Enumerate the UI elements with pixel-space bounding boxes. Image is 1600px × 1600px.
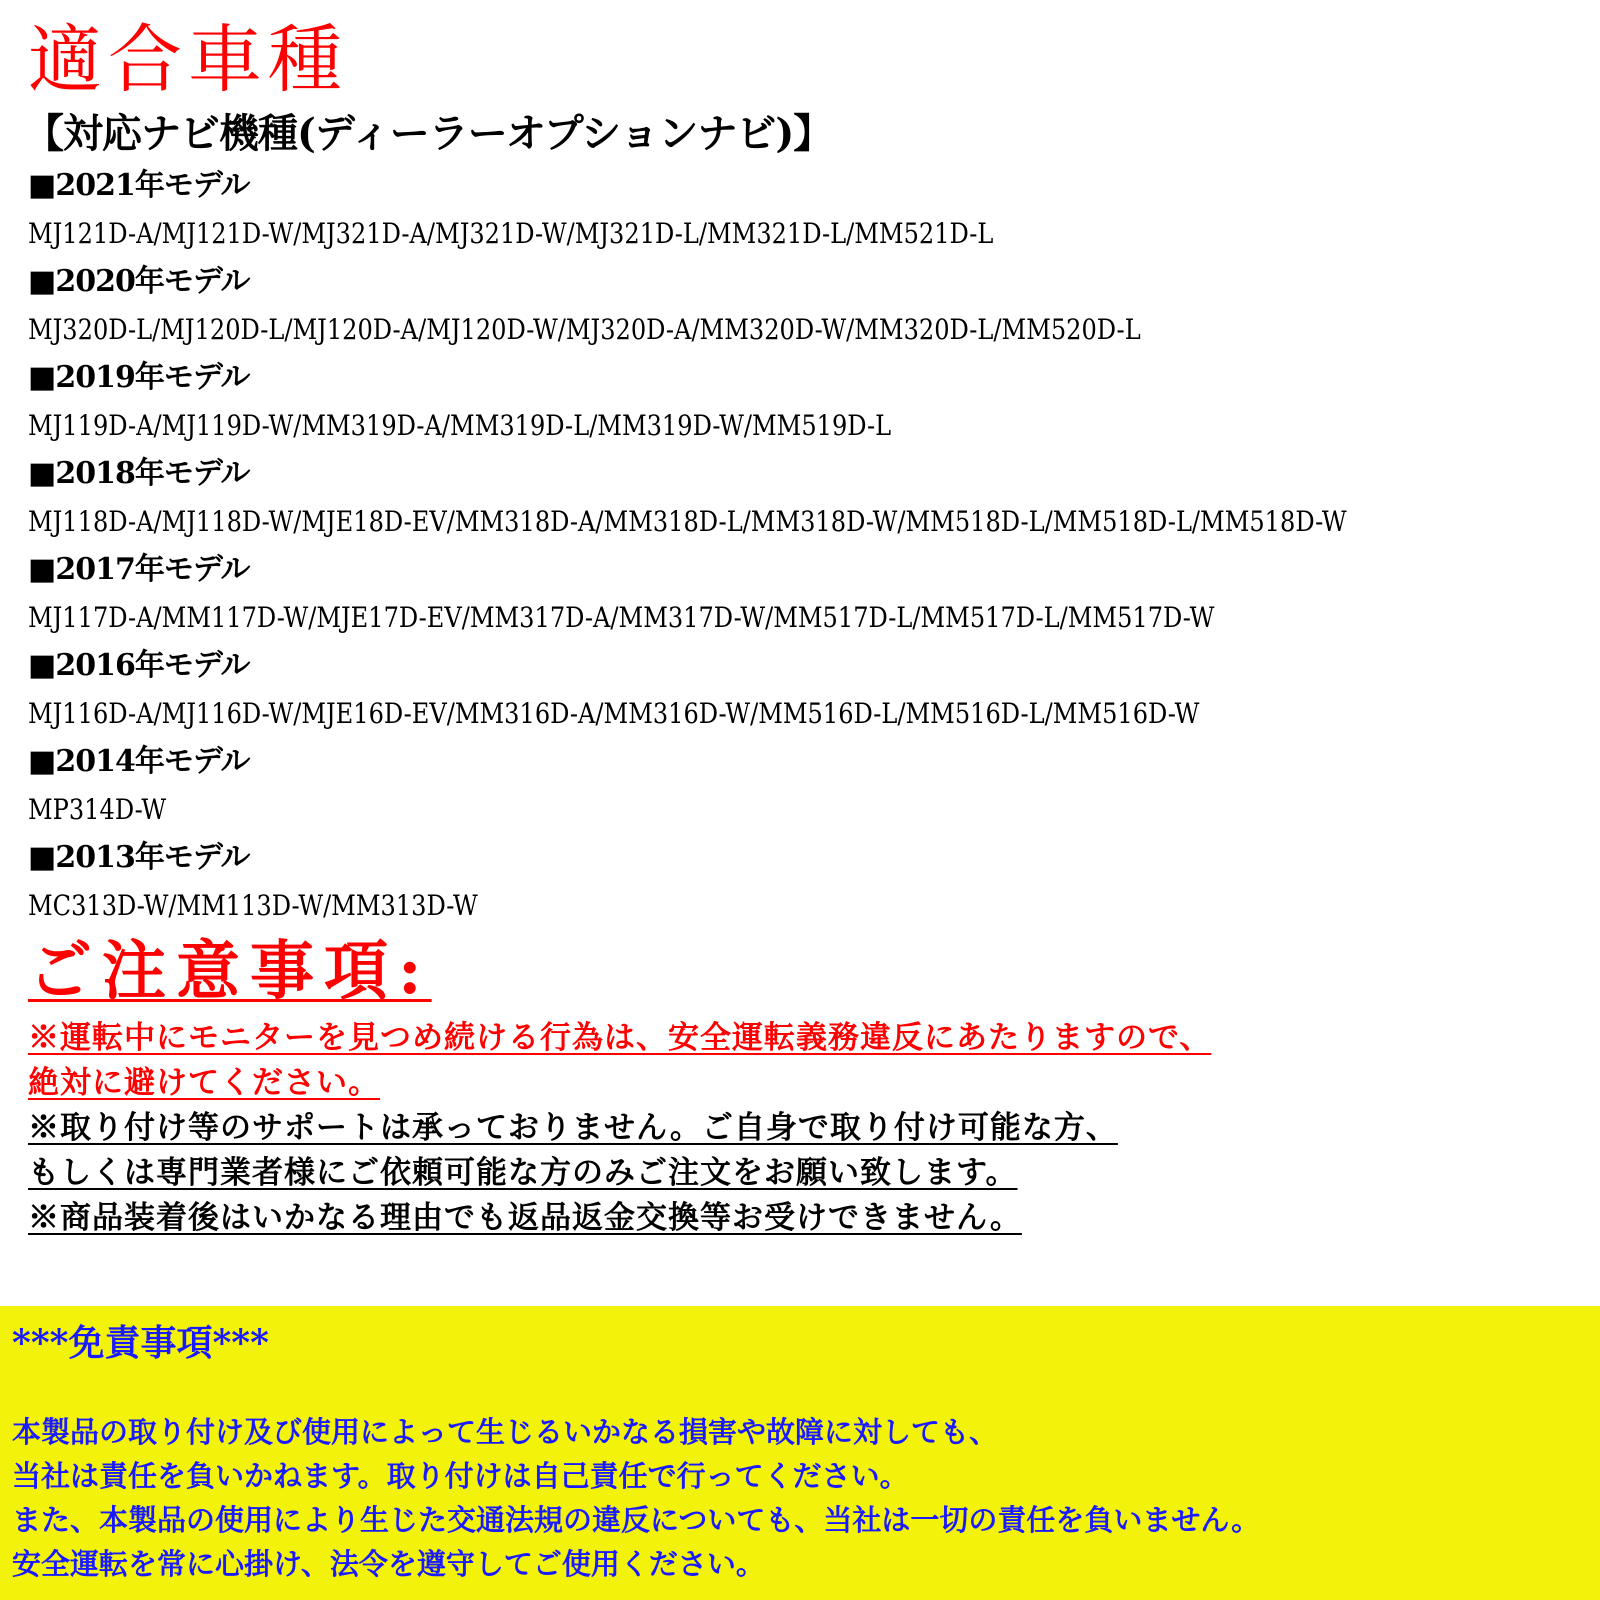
year-heading-2020: ■2020年モデル bbox=[28, 264, 250, 299]
compatible-navi-heading: 【対応ナビ機種(ディーラーオプションナビ)】 bbox=[24, 110, 833, 157]
main-content bbox=[24, 0, 1588, 1241]
page-title: 適合車種 bbox=[28, 17, 348, 103]
model-codes-2013: MC313D-W/MM113D-W/MM313D-W bbox=[28, 889, 478, 922]
disclaimer-line-safe-driving: 安全運転を常に心掛け、法令を遵守してご使用ください。 bbox=[12, 1547, 765, 1581]
disclaimer-line-traffic-law: また、本製品の使用により生じた交通法規の違反についても、当社は一切の責任を負いません。 bbox=[12, 1503, 1261, 1537]
model-codes-2018: MJ118D-A/MJ118D-W/MJE18D-EV/MM318D-A/MM318D-L/MM318D-W/MM518D-L/MM518D-L/MM518D-W bbox=[28, 505, 1347, 538]
caution-note-driving-cont: 絶対に避けてください。 bbox=[28, 1065, 380, 1101]
caution-heading: ご注意事項: bbox=[28, 934, 432, 1009]
model-codes-2020: MJ320D-L/MJ120D-L/MJ120D-A/MJ120D-W/MJ320D-A/MM320D-W/MM320D-L/MM520D-L bbox=[28, 313, 1141, 346]
model-codes-2019: MJ119D-A/MJ119D-W/MM319D-A/MM319D-L/MM319D-W/MM519D-L bbox=[28, 409, 892, 442]
caution-notes bbox=[28, 1016, 1588, 1241]
model-codes-2016: MJ116D-A/MJ116D-W/MJE16D-EV/MM316D-A/MM316D-W/MM516D-L/MM516D-L/MM516D-W bbox=[28, 697, 1200, 730]
disclaimer-box bbox=[0, 1306, 1600, 1600]
disclaimer-line-responsibility: 当社は責任を負いかねます。取り付けは自己責任で行ってください。 bbox=[12, 1459, 909, 1493]
model-list bbox=[28, 162, 1588, 930]
year-heading-2017: ■2017年モデル bbox=[28, 552, 250, 587]
caution-note-returns: ※商品装着後はいかなる理由でも返品返金交換等お受けできません。 bbox=[28, 1200, 1022, 1236]
year-heading-2016: ■2016年モデル bbox=[28, 648, 250, 683]
year-heading-2021: ■2021年モデル bbox=[28, 168, 250, 203]
model-codes-2017: MJ117D-A/MM117D-W/MJE17D-EV/MM317D-A/MM317D-W/MM517D-L/MM517D-L/MM517D-W bbox=[28, 601, 1215, 634]
disclaimer-line-damage: 本製品の取り付け及び使用によって生じるいかなる損害や故障に対しても、 bbox=[12, 1415, 999, 1449]
year-heading-2019: ■2019年モデル bbox=[28, 360, 250, 395]
year-heading-2013: ■2013年モデル bbox=[28, 840, 250, 875]
year-heading-2014: ■2014年モデル bbox=[28, 744, 250, 779]
disclaimer-text bbox=[12, 1410, 1260, 1586]
model-codes-2014: MP314D-W bbox=[28, 793, 167, 826]
caution-note-support: ※取り付け等のサポートは承っておりません。ご自身で取り付け可能な方、 bbox=[28, 1110, 1118, 1146]
caution-note-support-cont: もしくは専門業者様にご依頼可能な方のみご注文をお願い致します。 bbox=[28, 1155, 1018, 1191]
year-heading-2018: ■2018年モデル bbox=[28, 456, 250, 491]
model-codes-2021: MJ121D-A/MJ121D-W/MJ321D-A/MJ321D-W/MJ321D-L/MM321D-L/MM521D-L bbox=[28, 217, 994, 250]
caution-note-driving: ※運転中にモニターを見つめ続ける行為は、安全運転義務違反にあたりますので、 bbox=[28, 1020, 1212, 1056]
disclaimer-heading: ***免責事項*** bbox=[12, 1322, 269, 1364]
